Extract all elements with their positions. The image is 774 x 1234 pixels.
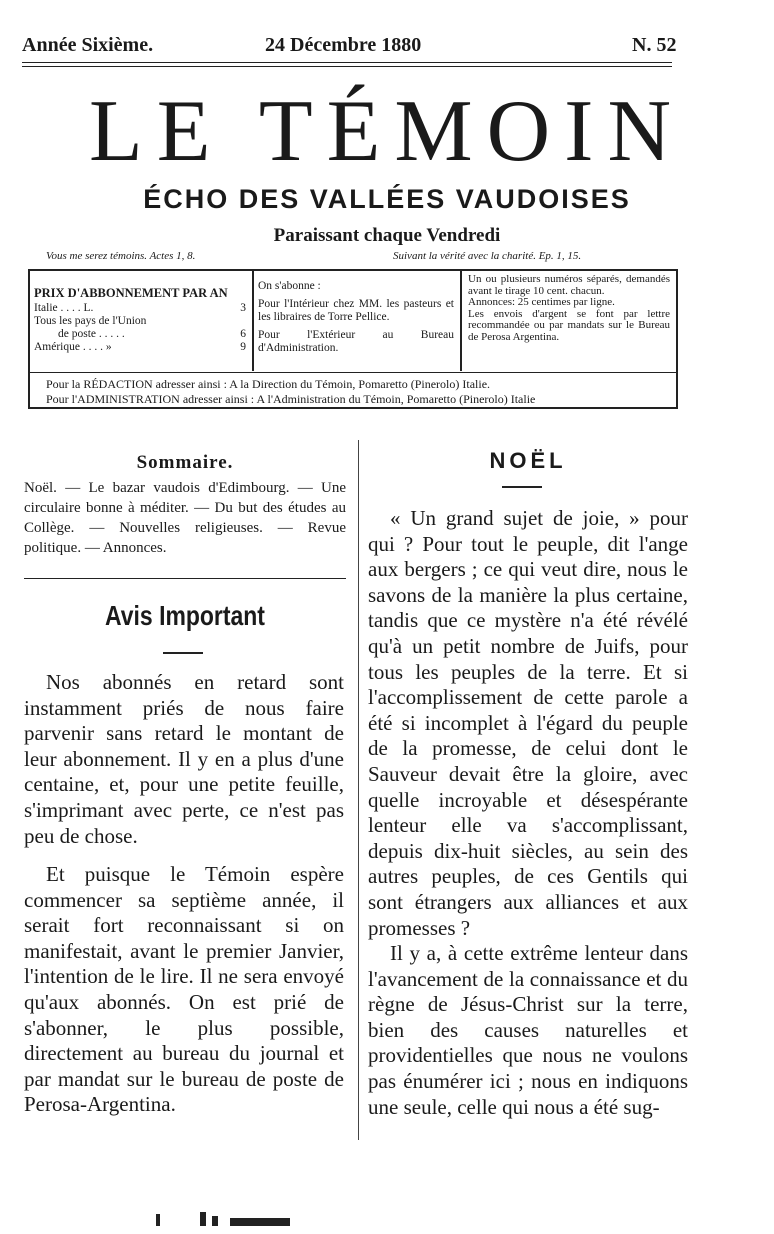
issue-date: 24 Décembre 1880 bbox=[265, 34, 422, 56]
noel-title: NOËL bbox=[489, 448, 567, 473]
avis-paragraph-2: Et puisque le Témoin espère commencer sa septième année, il serait fort reconnaissant si on manifestait, avant le premier Janvier, l'intention de le lire. Il ne sera envoyé qu'aux abonnés. On est prié de s'abonner, le plus possible, directement au bureau du journal et par mandat sur le bureau de poste de Perosa-Argentina. bbox=[24, 862, 344, 1117]
abonne-interieur: Pour l'Intérieur chez MM. les pasteurs et les libraires de Torre Pellice. bbox=[258, 298, 454, 323]
sommaire-rule bbox=[24, 578, 346, 579]
noel-paragraph-2: Il y a, à cette extrême lenteur dans l'avancement de la connaissance et du règne de Jésus-Christ sur la terre, bien des causes naturelles et providentielles que nous ne voulons pas énumérer ici ; nous en indiquons une seule, celle qui nous a été sug- bbox=[368, 941, 688, 1119]
box-divider-h bbox=[30, 372, 676, 373]
avis-section bbox=[24, 600, 346, 632]
abonne-label: On s'abonne : bbox=[258, 280, 321, 292]
box-divider-1 bbox=[252, 271, 254, 371]
motto-left: Vous me serez témoins. Actes 1, 8. bbox=[46, 250, 196, 262]
note-annonces: Annonces: 25 centimes par ligne. bbox=[468, 296, 615, 308]
publication-frequency: Paraissant chaque Vendredi bbox=[273, 225, 501, 246]
subscription-prices bbox=[34, 287, 246, 354]
box-divider-2 bbox=[460, 271, 462, 371]
newspaper-title: LE TÉMOIN bbox=[88, 83, 686, 180]
subscription-notes bbox=[468, 274, 670, 343]
ink-blot-icon bbox=[150, 1208, 310, 1228]
top-rule bbox=[22, 62, 672, 63]
top-rule-double bbox=[22, 66, 672, 67]
sommaire-title: Sommaire. bbox=[136, 452, 234, 473]
noel-paragraph-1: « Un grand sujet de joie, » pour qui ? Pour tout le peuple, dit l'ange aux bergers ; ce qui veut dire, nous le savons de la manière la plus certaine, tandis que ce mystère n'a été révélé qu'à un petit nombre de Juifs, pour tous les peuples de la terre. Et si l'accomplissement de cette parole a été si incomplet à l'égard du peuple de la promesse, de celui dont le Sauveur devait être la gloire, avec quelle incroyable et désespérante lenteur elle va s'accomplissant, depuis dix-huit siècles, au sein des autres peuples, de ces Gentils qui sont étrangers aux alliances et aux promesses ? bbox=[368, 506, 688, 940]
noel-dash bbox=[502, 486, 542, 488]
redaction-address: Pour la RÉDACTION adresser ainsi : A la Direction du Témoin, Pomaretto (Pinerolo) Italie. bbox=[46, 377, 491, 391]
avis-dash bbox=[163, 652, 203, 654]
volume-year: Année Sixième. bbox=[22, 34, 154, 56]
ink-blot bbox=[150, 1208, 310, 1234]
subscription-where bbox=[258, 280, 454, 355]
sommaire-text: Noël. — Le bazar vaudois d'Edimbourg. — Une circulaire bonne à méditer. — Du but des études au Collège. — Nouvelles religieuses. — Revue politique. — Annonces. bbox=[24, 480, 346, 556]
issue-number: N. 52 bbox=[632, 34, 677, 56]
avis-paragraph-1: Nos abonnés en retard sont instamment priés de nous faire parvenir sans retard le montant de leur abonnement. Il y en a plus d'une centaine, et, pour une petite feuille, s'imprimant avec perte, ce n'est pas peu de chose. bbox=[24, 670, 344, 848]
avis-title: Avis Important bbox=[105, 600, 265, 631]
newspaper-subtitle: ÉCHO DES VALLÉES VAUDOISES bbox=[143, 184, 631, 214]
administration-address: Pour l'ADMINISTRATION adresser ainsi : A l'Administration du Témoin, Pomaretto (Pinerolo) Italie bbox=[46, 392, 536, 406]
sommaire-section bbox=[24, 452, 346, 558]
subscription-title: PRIX D'ABBONNEMENT PAR AN bbox=[34, 286, 228, 300]
column-separator bbox=[358, 440, 359, 1140]
address-lines bbox=[46, 377, 674, 407]
motto-right: Suivant la vérité avec la charité. Ep. 1, 15. bbox=[393, 250, 582, 262]
note-envois: Les envois d'argent se font par lettre recommandée ou par mandats sur le Bureau de Perosa Argentina. bbox=[468, 307, 670, 343]
note-numeros: Un ou plusieurs numéros séparés, demandés avant le tirage 10 cent. chacun. bbox=[468, 273, 670, 297]
price-row: Italie . . . . L. 3 bbox=[34, 302, 246, 314]
price-row: Tous les pays de l'Union bbox=[34, 315, 147, 327]
price-row: Amérique . . . . » 9 bbox=[34, 341, 246, 353]
abonne-exterieur: Pour l'Extérieur au Bureau d'Administration. bbox=[258, 329, 454, 354]
noel-section bbox=[368, 448, 688, 474]
price-row: de poste . . . . . 6 bbox=[58, 328, 246, 340]
